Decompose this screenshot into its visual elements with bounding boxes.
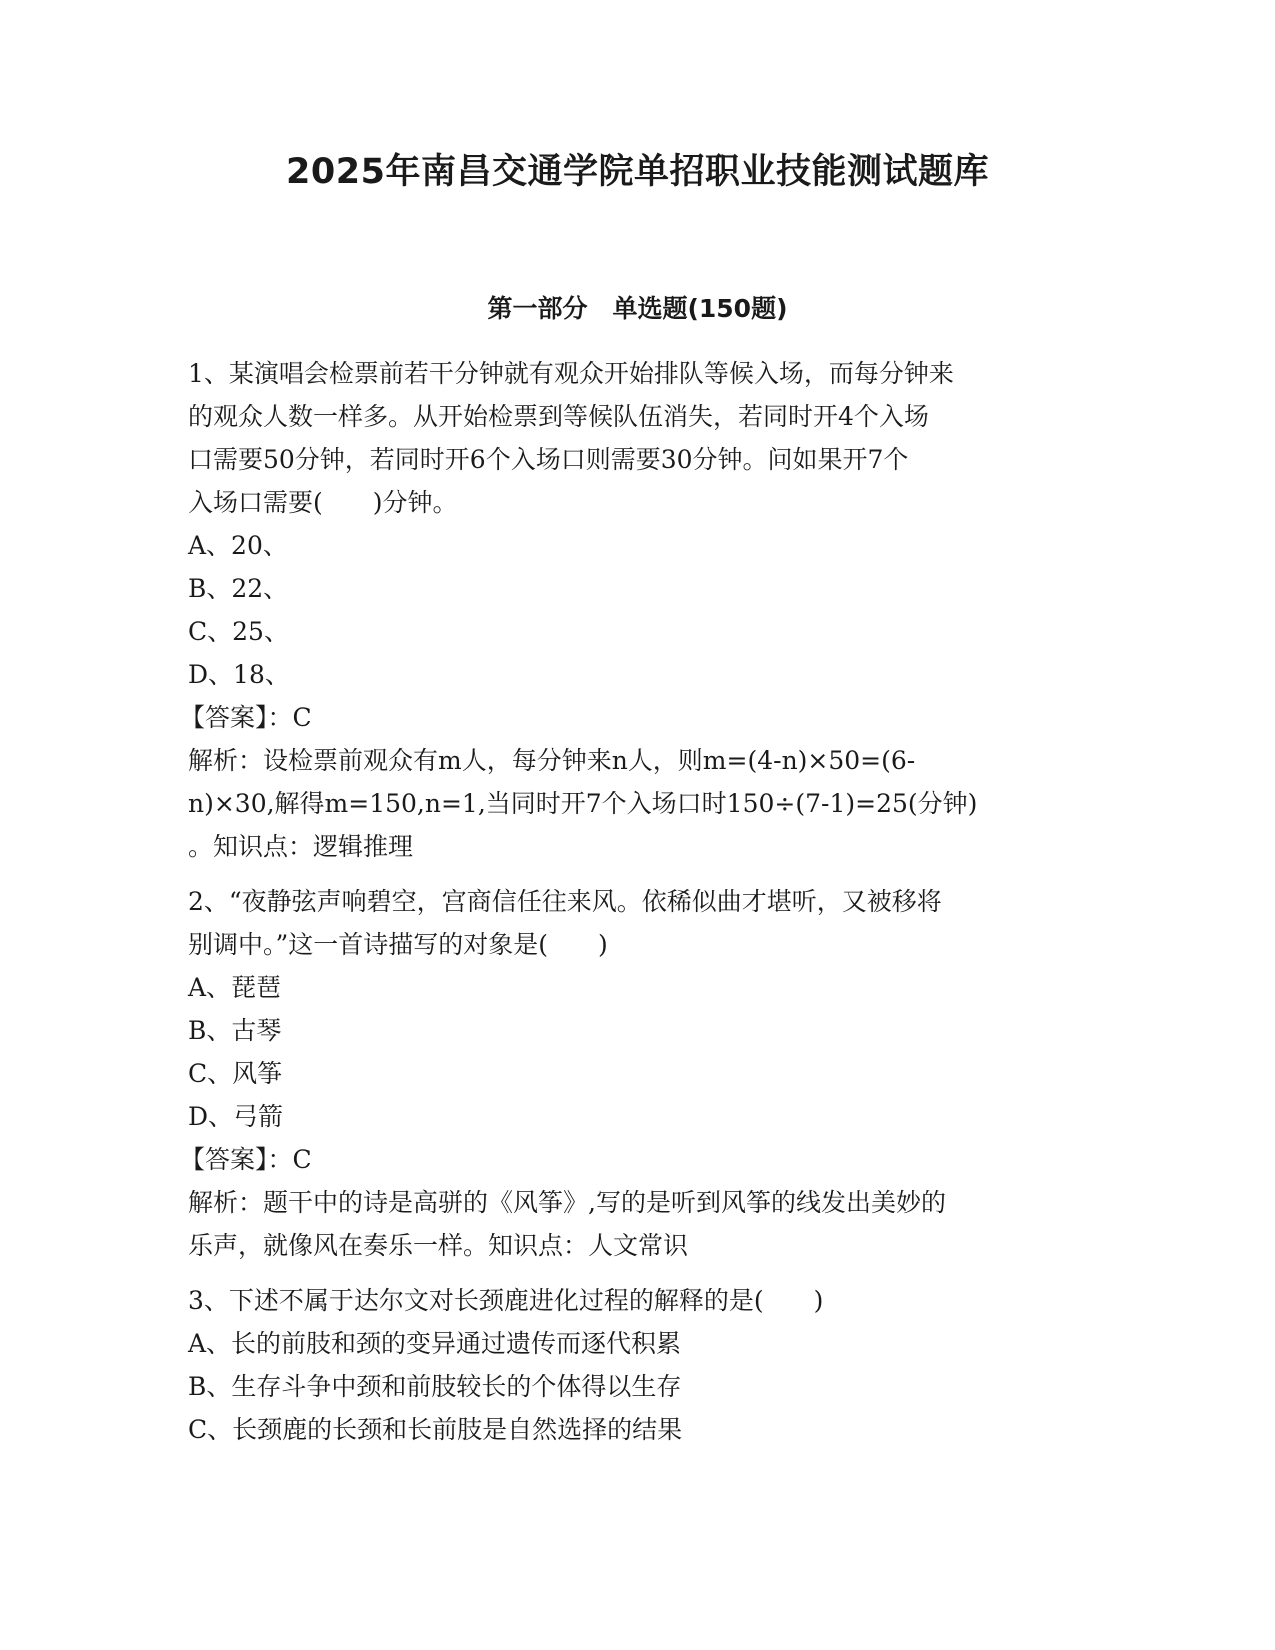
- analysis-line: 乐声，就像风在奏乐一样。知识点：人文常识: [188, 1231, 689, 1260]
- question-stem-line: 别调中。”这一首诗描写的对象是( ): [188, 930, 608, 959]
- analysis-line: 解析：设检票前观众有m人，每分钟来n人，则m=(4-n)×50=(6-: [188, 746, 916, 775]
- question-stem-line: 1、某演唱会检票前若干分钟就有观众开始排队等候入场，而每分钟来: [188, 359, 954, 388]
- question-stem-line: 2、“夜静弦声响碧空，宫商信任往来风。依稀似曲才堪听，又被移将: [188, 887, 942, 916]
- option-b: B、古琴: [188, 1016, 282, 1045]
- document-title: 2025年南昌交通学院单招职业技能测试题库: [286, 152, 989, 192]
- analysis-line: 解析：题干中的诗是高骈的《风筝》,写的是听到风筝的线发出美妙的: [188, 1188, 946, 1217]
- option-a: A、长的前肢和颈的变异通过遗传而逐代积累: [188, 1329, 682, 1358]
- question-1: [180, 352, 1078, 868]
- option-d: D、18、: [188, 660, 290, 689]
- section-title: 第一部分 单选题(150题): [487, 294, 788, 323]
- question-stem-line: 入场口需要( )分钟。: [188, 488, 458, 517]
- question-stem-line: 口需要50分钟，若同时开6个入场口则需要30分钟。问如果开7个: [188, 445, 909, 474]
- option-a: A、20、: [188, 531, 288, 560]
- analysis-line: n)×30,解得m=150,n=1,当同时开7个入场口时150÷(7-1)=25(分钟): [188, 789, 978, 818]
- option-c: C、25、: [188, 617, 289, 646]
- answer-label: 【答案】：C: [180, 703, 312, 732]
- option-c: C、长颈鹿的长颈和长前肢是自然选择的结果: [188, 1415, 683, 1444]
- question-stem-line: 的观众人数一样多。从开始检票到等候队伍消失，若同时开4个入场: [188, 402, 929, 431]
- option-b: B、生存斗争中颈和前肢较长的个体得以生存: [188, 1372, 682, 1401]
- question-stem-line: 3、下述不属于达尔文对长颈鹿进化过程的解释的是( ): [188, 1286, 824, 1315]
- question-2: [180, 880, 1078, 1267]
- option-c: C、风筝: [188, 1059, 283, 1088]
- option-d: D、弓箭: [188, 1102, 284, 1131]
- analysis-line: 。知识点：逻辑推理: [188, 832, 414, 861]
- option-a: A、琵琶: [188, 973, 282, 1002]
- option-b: B、22、: [188, 574, 289, 603]
- document-body: [180, 352, 1078, 1463]
- answer-label: 【答案】：C: [180, 1145, 312, 1174]
- question-3: [188, 1279, 1078, 1451]
